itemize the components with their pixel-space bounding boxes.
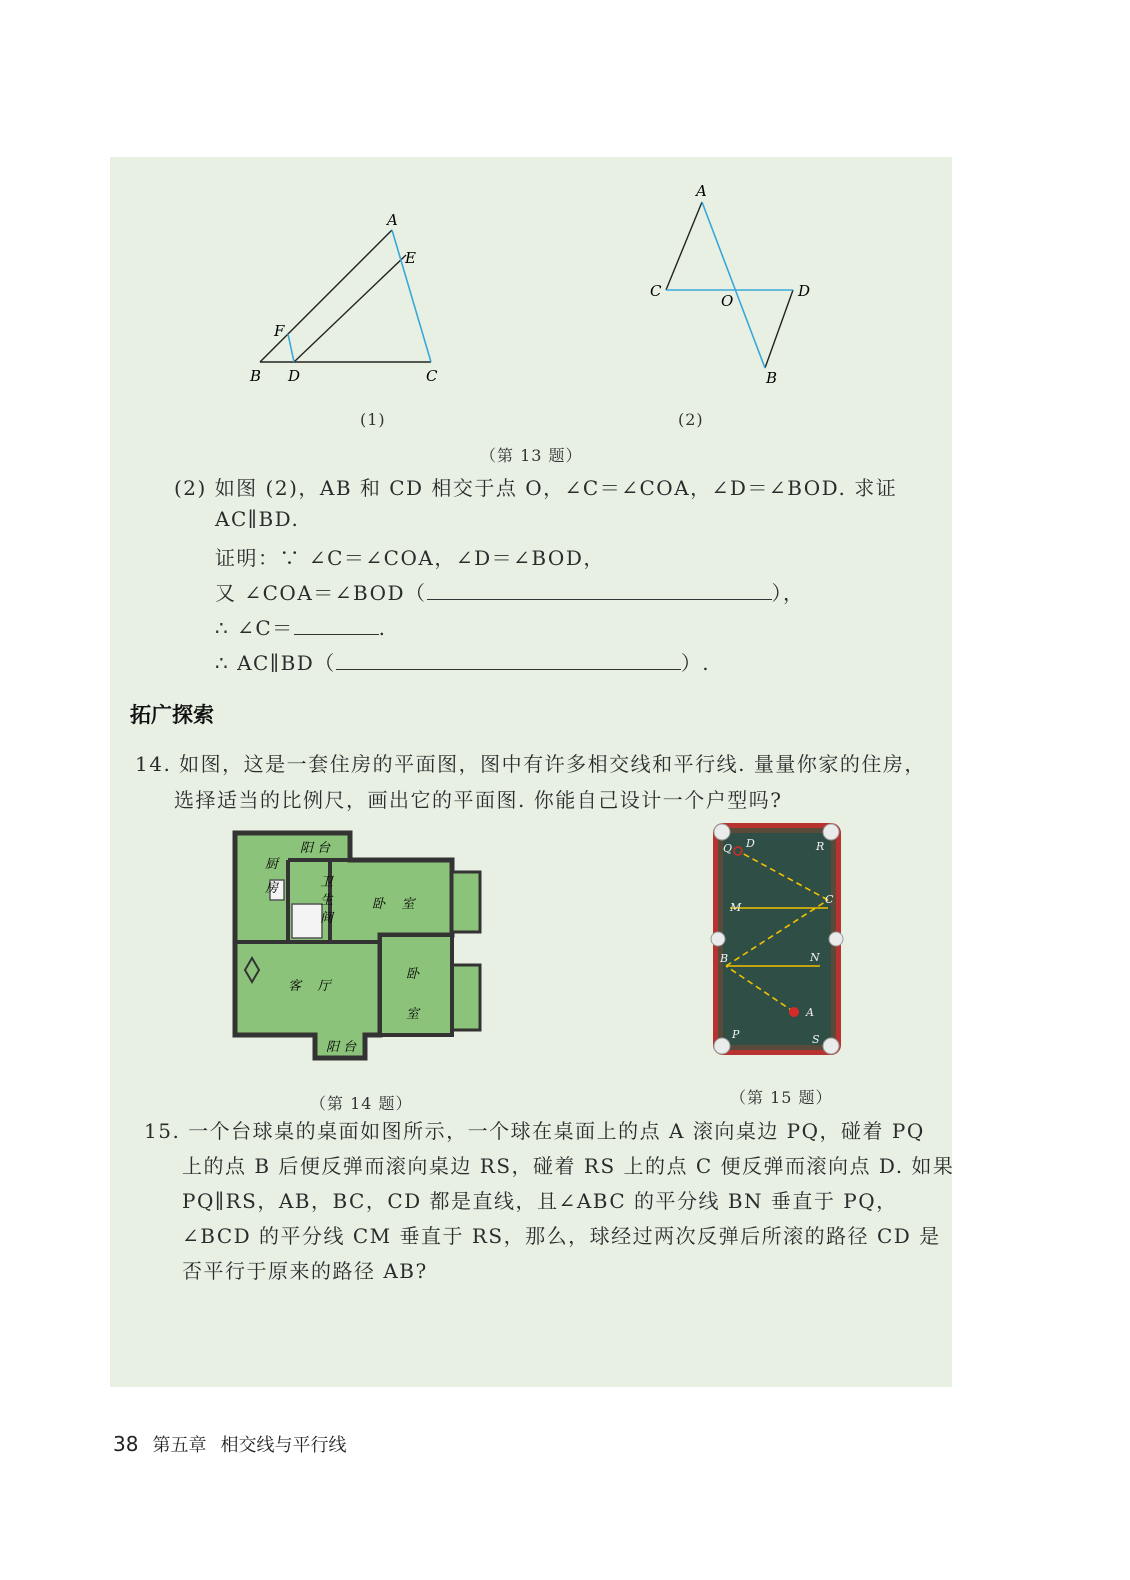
ball-red	[789, 1007, 799, 1017]
q15-line-2: 上的点 B 后便反弹而滚向桌边 RS，碰着 RS 上的点 C 便反弹而滚向点 D. 如果	[182, 1154, 955, 1178]
label-F: F	[274, 322, 285, 340]
label-B: B	[766, 369, 778, 387]
balcony-right-top	[452, 872, 480, 932]
step-3-close: ）.	[680, 651, 711, 675]
floor-plan-figure	[230, 830, 488, 1062]
label-D: D	[288, 367, 301, 385]
segment-FD	[288, 334, 294, 362]
label-M: M	[730, 901, 742, 914]
segment-AB	[702, 202, 765, 368]
label-O: O	[721, 292, 734, 310]
table-felt	[723, 833, 831, 1045]
label-P: P	[732, 1028, 740, 1041]
room-bathroom-3: 间	[320, 911, 334, 926]
pocket-top-left	[714, 824, 730, 840]
q13-2-line-2: AC∥BD.	[215, 507, 300, 531]
label-A: A	[387, 211, 398, 229]
subfigure-1-caption: (1)	[360, 410, 386, 429]
chapter-title: 相交线与平行线	[220, 1435, 347, 1456]
label-C: C	[650, 282, 662, 300]
q13-2-step-2	[215, 612, 387, 641]
q14-line-1: 14. 如图，这是一套住房的平面图，图中有许多相交线和平行线. 量量你家的住房，	[135, 752, 926, 776]
step-2-text: ∴ ∠C＝	[215, 616, 294, 640]
segment-BA	[260, 230, 392, 362]
label-B: B	[250, 367, 262, 385]
label-C: C	[426, 367, 438, 385]
q13-2-step-3	[215, 647, 710, 676]
label-B: B	[720, 952, 729, 965]
label-A: A	[806, 1006, 814, 1019]
step-1-text: 又 ∠COA＝∠BOD（	[215, 581, 427, 605]
room-balcony-top: 阳 台	[300, 841, 331, 856]
label-A: A	[696, 182, 707, 200]
pocket-mid-left	[711, 932, 725, 946]
subfigure-2-caption: (2)	[678, 410, 704, 429]
segment-DB	[765, 290, 793, 368]
label-S: S	[812, 1033, 820, 1046]
label-C: C	[825, 893, 834, 906]
section-title: 拓广探索	[130, 703, 214, 727]
pocket-top-right	[823, 824, 839, 840]
q13-2-line-1: (2) 如图 (2)，AB 和 CD 相交于点 O，∠C＝∠COA，∠D＝∠BOD. 求证	[174, 476, 898, 500]
step-2-close: .	[378, 616, 387, 640]
blank-reason-2[interactable]	[336, 651, 681, 670]
pool-table-figure	[710, 820, 845, 1060]
q13-2-step-1	[215, 577, 805, 606]
room-balcony-bottom: 阳 台	[326, 1040, 357, 1055]
room-bathroom-2: 生	[320, 893, 334, 908]
figure-13-2	[640, 180, 820, 390]
page-footer	[113, 1431, 346, 1457]
label-D: D	[798, 282, 811, 300]
label-R: R	[816, 840, 825, 853]
chapter-label: 第五章	[152, 1435, 207, 1456]
q13-2-proof-line: 证明：∵ ∠C＝∠COA，∠D＝∠BOD，	[215, 546, 605, 570]
q15-line-4: ∠BCD 的平分线 CM 垂直于 RS，那么，球经过两次反弹后所滚的路径 CD 是	[182, 1224, 941, 1248]
segment-CA	[666, 202, 702, 290]
room-bedroom-1: 卧 室	[372, 897, 415, 912]
page-number: 38	[113, 1432, 139, 1456]
label-D: D	[746, 837, 755, 850]
pocket-bottom-right	[823, 1038, 839, 1054]
label-E: E	[405, 249, 416, 267]
figure-14-caption: （第 14 题）	[310, 1094, 413, 1113]
label-N: N	[810, 951, 820, 964]
label-Q: Q	[723, 842, 733, 855]
pocket-mid-right	[829, 932, 843, 946]
blank-reason-1[interactable]	[427, 581, 772, 600]
q15-line-3: PQ∥RS，AB，BC，CD 都是直线，且∠ABC 的平分线 BN 垂直于 PQ，	[182, 1189, 898, 1213]
room-living: 客 厅	[288, 979, 331, 994]
q14-line-2: 选择适当的比例尺，画出它的平面图. 你能自己设计一个户型吗?	[174, 788, 783, 812]
figure-13-caption: （第 13 题）	[480, 446, 583, 465]
room-bathroom-1: 卫	[320, 875, 334, 890]
q15-line-1: 15. 一个台球桌的桌面如图所示，一个球在桌面上的点 A 滚向桌边 PQ，碰着 PQ	[144, 1119, 925, 1143]
room-bedroom-2a: 卧	[406, 967, 420, 982]
room-kitchen-1: 厨	[265, 857, 279, 872]
step-3-text: ∴ AC∥BD（	[215, 651, 336, 675]
room-kitchen-2: 房	[265, 881, 279, 896]
balcony-right-bottom	[452, 965, 480, 1030]
step-1-close: ），	[771, 581, 805, 605]
q15-line-5: 否平行于原来的路径 AB?	[182, 1259, 428, 1283]
pocket-bottom-left	[714, 1038, 730, 1054]
room-bedroom-2b: 室	[406, 1007, 420, 1022]
blank-angle[interactable]	[294, 616, 379, 635]
figure-15-caption: （第 15 题）	[730, 1088, 833, 1107]
figure-13-1	[240, 205, 450, 390]
